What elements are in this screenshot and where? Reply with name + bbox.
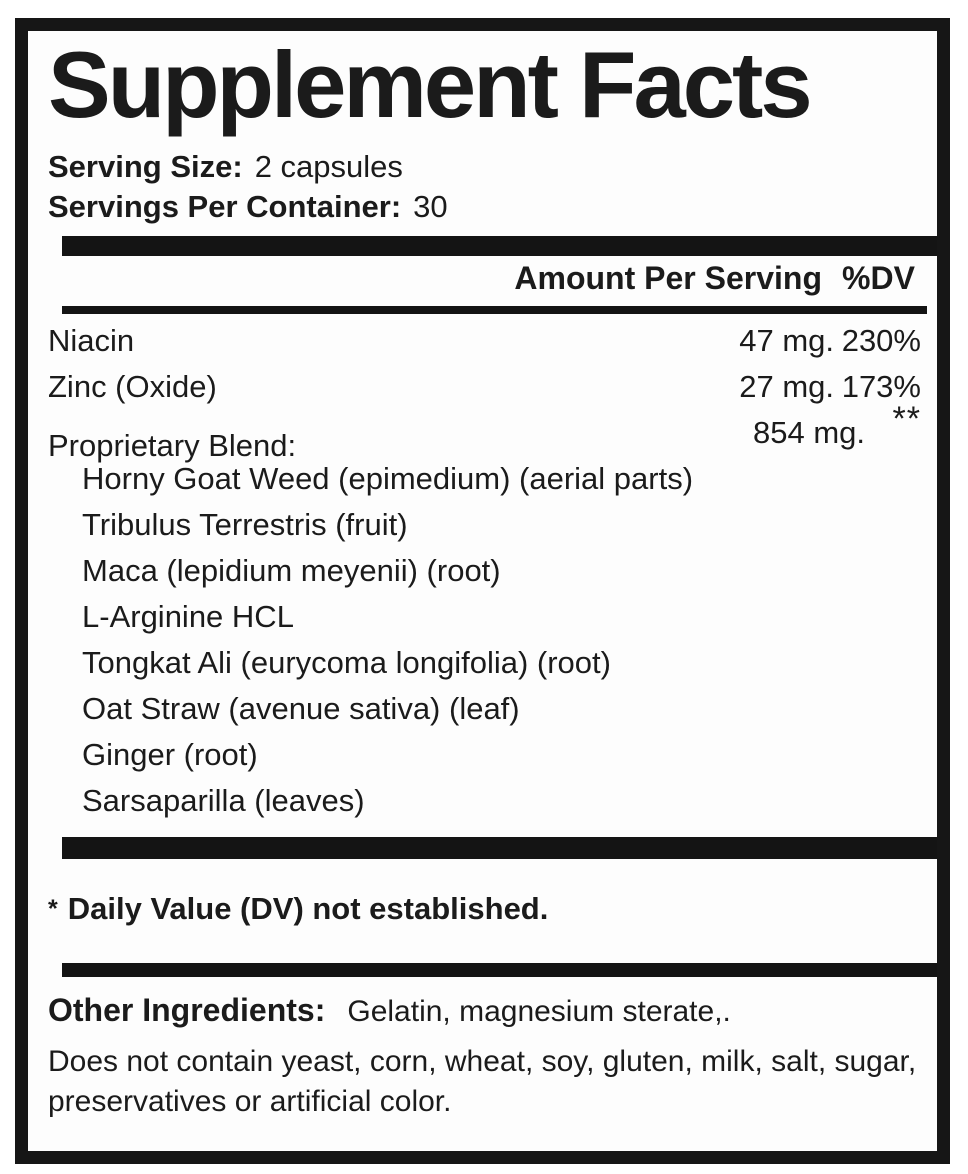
nutrient-dv: 173% <box>841 369 921 404</box>
panel-title: Supplement Facts <box>48 32 810 137</box>
nutrient-amount: 27 mg. <box>739 369 834 404</box>
blend-ingredient: L-Arginine HCL <box>82 599 294 634</box>
nutrient-amount: 854 mg. <box>752 415 865 450</box>
blend-ingredient: Maca (lepidium meyenii) (root) <box>82 553 501 588</box>
serving-size-line <box>48 147 937 187</box>
daily-value-note-text: Daily Value (DV) not established. <box>67 891 549 926</box>
blend-ingredient: Ginger (root) <box>82 737 258 772</box>
header-percent-dv: %DV <box>842 260 915 296</box>
daily-value-note <box>48 889 937 931</box>
disclaimer-line: preservatives or artificial color. <box>48 1085 452 1118</box>
servings-per-container-label: Servings Per Container: <box>48 189 402 224</box>
divider-bar-middle <box>62 837 937 859</box>
nutrient-name: Niacin <box>48 323 135 358</box>
allergen-disclaimer <box>48 1042 937 1122</box>
table-row <box>48 318 937 364</box>
divider-bar-top <box>62 236 937 256</box>
serving-size-label: Serving Size: <box>48 149 243 184</box>
blend-ingredient: Oat Straw (avenue sativa) (leaf) <box>82 691 520 726</box>
asterisk-mark: * <box>48 895 58 923</box>
serving-size-value: 2 capsules <box>254 149 403 184</box>
nutrient-name: Zinc (Oxide) <box>48 369 217 404</box>
nutrient-amount: 47 mg. <box>739 323 834 358</box>
other-ingredients-value: Gelatin, magnesium sterate,. <box>347 995 731 1028</box>
nutrient-table <box>48 318 937 824</box>
header-rule <box>62 306 927 314</box>
nutrient-dv: ** <box>892 400 921 438</box>
table-header <box>48 258 937 298</box>
footer-rule <box>62 963 937 977</box>
blend-ingredient: Horny Goat Weed (epimedium) (aerial parts) <box>82 461 694 496</box>
table-row <box>48 364 937 410</box>
other-ingredients-label: Other Ingredients: <box>48 992 326 1028</box>
supplement-facts-panel <box>15 18 950 1164</box>
nutrient-dv: 230% <box>841 323 921 358</box>
serving-info <box>48 147 937 227</box>
disclaimer-line: Does not contain yeast, corn, wheat, soy, gluten, milk, salt, sugar, <box>48 1045 917 1078</box>
blend-ingredient: Tongkat Ali (eurycoma longifolia) (root) <box>82 645 611 680</box>
table-row-proprietary-blend <box>48 400 937 463</box>
blend-ingredient: Sarsaparilla (leaves) <box>82 783 365 818</box>
other-ingredients-line <box>48 988 937 1034</box>
servings-per-container-line <box>48 187 937 227</box>
nutrient-name: Proprietary Blend: <box>48 428 297 463</box>
header-amount-per-serving: Amount Per Serving <box>514 260 822 296</box>
blend-ingredient: Tribulus Terrestris (fruit) <box>82 507 408 542</box>
blend-ingredient-list <box>48 456 937 824</box>
servings-per-container-value: 30 <box>413 189 448 224</box>
